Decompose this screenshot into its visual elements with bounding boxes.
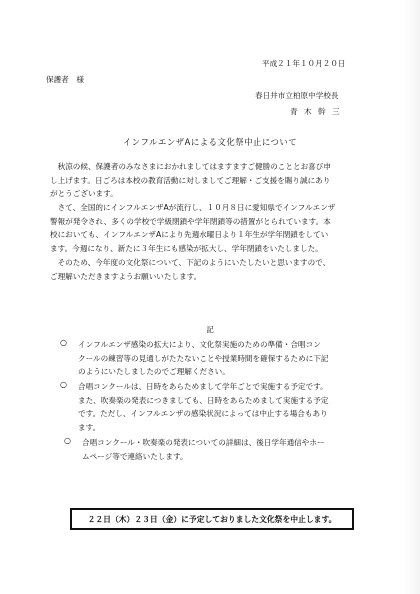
paragraph-line: そのため、今年度の文化祭について、下記のようにいたしたいと思いますので、	[50, 258, 331, 267]
cancellation-notice: ２２日（木）２３日（金）に予定しておりました文化祭を中止します。	[87, 514, 337, 524]
request-paragraph	[50, 256, 370, 283]
item-line: ます。	[78, 422, 101, 432]
school-name: 春日井市立柏原中学校長	[255, 91, 339, 100]
scan-edge-shadow	[405, 0, 420, 594]
principal-name: 青 木 幹 三	[290, 107, 342, 116]
item-line: インフルエンザ感染の拡大により、文化祭実施のための準備・合唱コン	[78, 340, 321, 349]
recipient-line: 保護者 様	[46, 75, 84, 84]
document-title: インフルエンザAによる文化祭中止について	[122, 137, 298, 147]
list-item	[64, 436, 379, 463]
paragraph-line: ます。今週になり、新たに３年生にも感染が拡大し、学年閉鎖をいたしました。	[50, 243, 323, 253]
list-item	[60, 380, 375, 434]
document-date: 平成２１年１０月２０日	[262, 59, 346, 68]
paragraph-line: し上げます。日ごろは本校の教育活動に対しましてご理解・ご支援を賜り誠にあり	[50, 175, 331, 185]
paragraph-line: 校においても、インフルエンザAにより先週水曜日より１年生が学年閉鎖をしてい	[50, 230, 329, 240]
paragraph-line: さて、全国的にインフルエンザAが流行し、１０月８日に愛知県でインフルエンザ	[50, 203, 336, 212]
paragraph-line: 警報が発令され、多くの学校で学級閉鎖や学年閉鎖等の措置がとられています。本	[50, 216, 331, 226]
greeting-paragraph	[50, 160, 370, 201]
item-line: 合唱コンクールは、日時をあらためまして学年ごとで実施する予定です。	[78, 382, 328, 391]
paragraph-line: がとうございます。	[50, 189, 118, 199]
item-line: です。ただし、インフルエンザの感染状況によっては中止する場合もあり	[78, 409, 328, 419]
cancellation-notice-box	[70, 508, 354, 530]
list-item	[60, 338, 375, 379]
item-line: クールの練習等の見通しがたたないことや授業時間を確保するために下記	[78, 353, 329, 363]
situation-paragraph	[50, 201, 370, 255]
paragraph-line: 秋涼の候、保護者のみなさまにおかれましてはますますご健勝のこととお喜び申	[50, 162, 331, 171]
paragraph-line: ご理解いただきますようお願いいたします。	[50, 271, 202, 281]
item-line: 合唱コンクール・吹奏楽の発表についての詳細は、後日学年通信やホー	[82, 438, 325, 447]
circle-bullet-icon: ○	[60, 338, 67, 347]
item-line: のようにいたしましたのでご理解ください。	[78, 367, 230, 377]
circle-bullet-icon: ○	[60, 380, 67, 389]
item-line: また、吹奏楽の発表につきましても、日時をあらためまして実施する予定	[78, 395, 329, 405]
circle-bullet-icon: ○	[64, 436, 71, 445]
ki-heading: 記	[206, 325, 214, 334]
item-line: ムページ等で連絡いたします。	[82, 451, 188, 461]
